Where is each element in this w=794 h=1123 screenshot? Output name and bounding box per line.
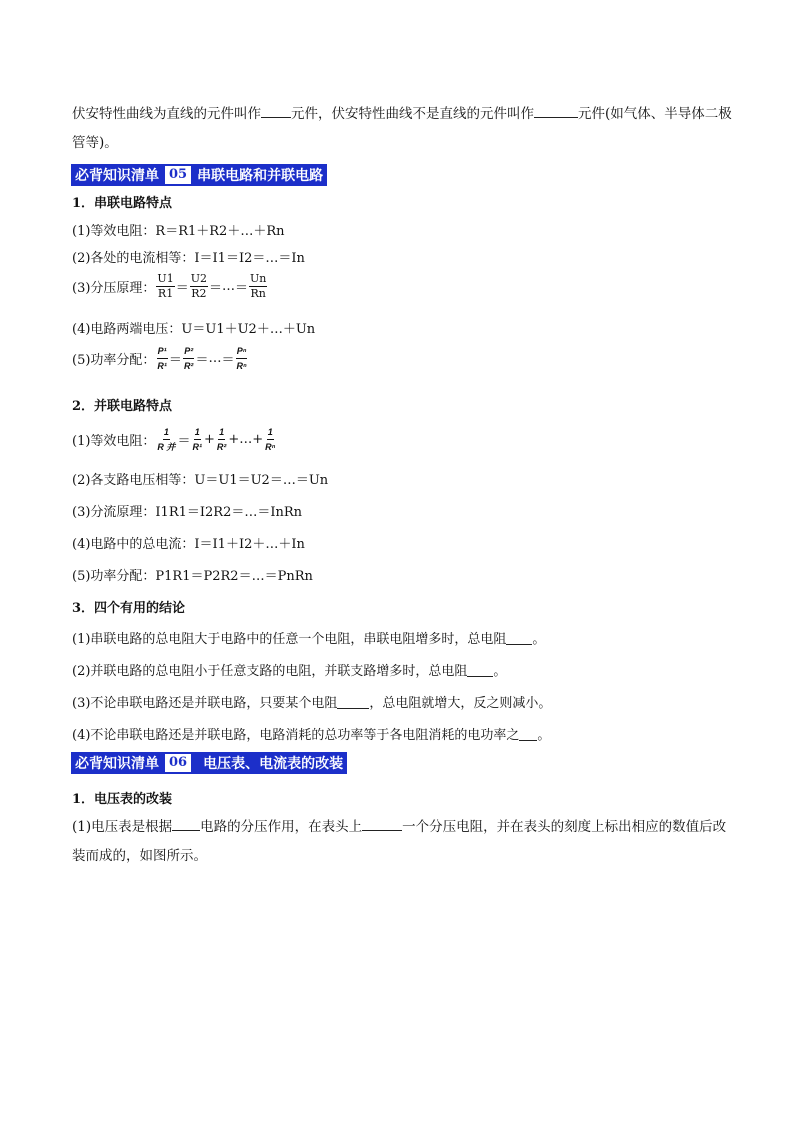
answer-blank[interactable] [362,816,402,831]
fraction: $\frac{1}{\text{R¹}}$ [192,427,202,452]
section-number: 06 [165,754,191,772]
answer-blank[interactable] [519,726,537,741]
answer-blank[interactable] [467,662,493,677]
parallel-line-4: (4)电路中的总电流：I＝I1＋I2＋…＋In [72,537,305,552]
conclusion-4: (4)不论串联电路还是并联电路，电路消耗的总功率等于各电阻消耗的电功率之 。 [72,728,551,743]
section-title: 电压表、电流表的改装 [203,756,344,772]
fraction: $\frac{1}{\text{R 并}}$ [157,427,176,452]
fraction: $\frac{\text{Pⁿ}}{\text{Rⁿ}}$ [236,346,247,371]
series-line-3: (3)分压原理： $\frac{U1}{R1}$ ＝ $\frac{U2}{R2}$ ＝ … ＝ $\frac{Un}{Rn}$ [72,272,267,300]
conclusion-1: (1)串联电路的总电阻大于电路中的任意一个电阻，串联电阻增多时，总电阻 。 [72,632,546,647]
subheading-parallel: 2．并联电路特点 [72,399,173,414]
answer-blank[interactable] [337,694,369,709]
answer-blank[interactable] [534,103,578,118]
fraction: $\frac{1}{\text{R²}}$ [216,427,227,452]
series-line-2: (2)各处的电流相等：I＝I1＝I2＝…＝In [72,251,305,266]
answer-blank[interactable] [172,816,200,831]
parallel-line-5: (5)功率分配：P1R1＝P2R2＝…＝PnRn [72,569,313,584]
section-number: 05 [165,166,191,184]
parallel-line-1: (1)等效电阻： $\frac{1}{\text{R 并}}$ ＝ $\frac{1}{\text{R¹}}$ + $\frac{1}{\text{R²}}$ +…+ $\frac{1}{\text{Rⁿ}}$ [72,427,276,452]
series-line-5: (5)功率分配： $\frac{\text{P¹}}{\text{R¹}}$ ＝ $\frac{\text{P²}}{\text{R²}}$ ＝ … ＝ $\frac{\text{Pⁿ}}{\text{Rⁿ}}$ [72,346,247,371]
parallel-line-3: (3)分流原理：I1R1＝I2R2＝…＝InRn [72,505,303,520]
section-title: 串联电路和并联电路 [197,168,324,184]
fraction: $\frac{\text{P¹}}{\text{R¹}}$ [157,346,167,371]
subheading-conclusions: 3．四个有用的结论 [72,601,186,616]
conclusion-2: (2)并联电路的总电阻小于任意支路的电阻，并联支路增多时，总电阻 。 [72,664,507,679]
fraction: $\frac{U1}{R1}$ [157,272,174,300]
subheading-voltmeter: 1．电压表的改装 [72,792,173,807]
voltmeter-paragraph: (1)电压表是根据 电路的分压作用，在表头上 一个分压电阻，并在表头的刻度上标出相应的数值后改装而成的，如图所示。 [72,813,734,871]
conclusion-3: (3)不论串联电路还是并联电路，只要某个电阻 ，总电阻就增大，反之则减小。 [72,696,552,711]
series-line-1: (1)等效电阻：R＝R1＋R2＋…＋Rn [72,224,285,239]
fraction: $\frac{Un}{Rn}$ [250,272,267,300]
intro-paragraph: 伏安特性曲线为直线的元件叫作 元件，伏安特性曲线不是直线的元件叫作 元件(如气体、半导体二极管等)。 [72,100,732,158]
series-line-4: (4)电路两端电压：U＝U1＋U2＋…＋Un [72,322,316,337]
section-header-06: 必背知识清单 06 电压表、电流表的改装 [71,752,347,774]
fraction: $\frac{\text{P²}}{\text{R²}}$ [183,346,194,371]
answer-blank[interactable] [261,103,291,118]
answer-blank[interactable] [506,630,532,645]
subheading-series: 1．串联电路特点 [72,196,173,211]
fraction: $\frac{U2}{R2}$ [190,272,207,300]
section-header-05: 必背知识清单 05 串联电路和并联电路 [71,164,327,186]
fraction: $\frac{1}{\text{Rⁿ}}$ [265,427,276,452]
parallel-line-2: (2)各支路电压相等：U＝U1＝U2＝…＝Un [72,473,329,488]
